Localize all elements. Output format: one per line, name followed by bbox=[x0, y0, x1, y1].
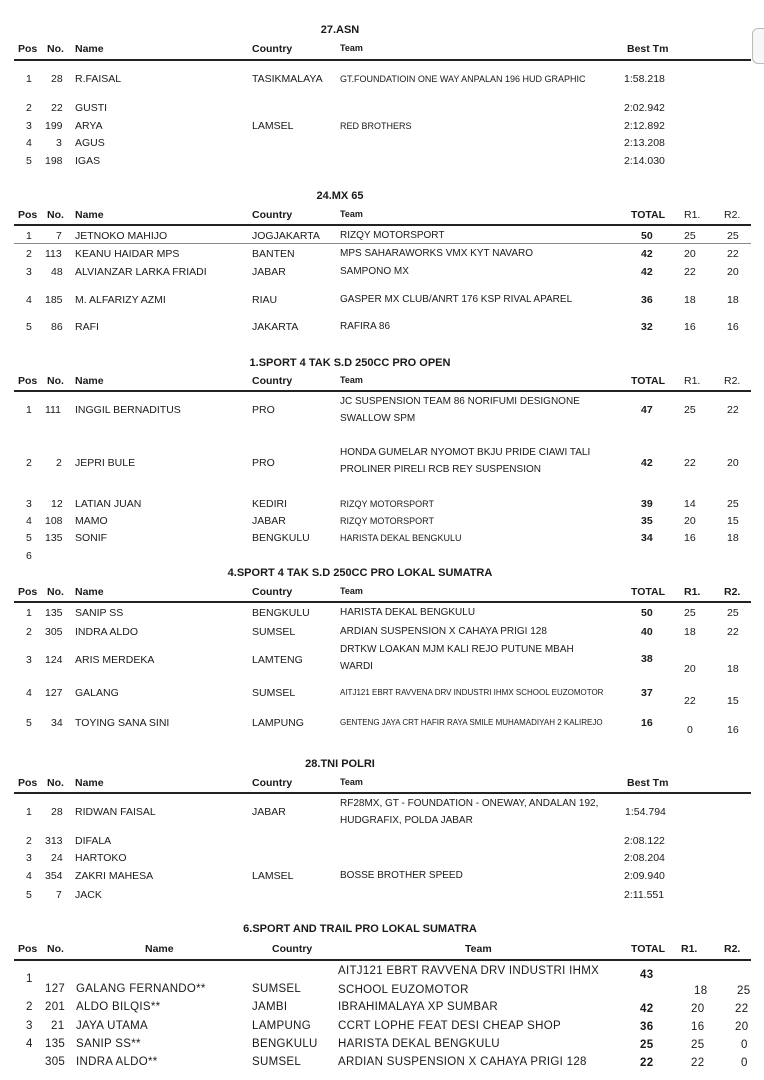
number: 185 bbox=[45, 294, 63, 306]
header-rule bbox=[14, 390, 751, 392]
round2: 25 bbox=[727, 498, 739, 510]
total: 40 bbox=[641, 626, 653, 638]
number: 12 bbox=[51, 498, 63, 510]
header-pos: Pos bbox=[18, 586, 38, 598]
country: JABAR bbox=[252, 806, 286, 818]
round2: 15 bbox=[727, 515, 739, 527]
total: 36 bbox=[641, 294, 653, 306]
round2: 25 bbox=[727, 230, 739, 242]
round2: 25 bbox=[727, 607, 739, 619]
rider-name: LATIAN JUAN bbox=[75, 498, 142, 510]
team: ARDIAN SUSPENSION X CAHAYA PRIGI 128 bbox=[340, 626, 547, 637]
round1: 16 bbox=[684, 321, 696, 333]
number: 21 bbox=[51, 1020, 65, 1032]
number: 24 bbox=[51, 852, 63, 864]
round2: 16 bbox=[727, 321, 739, 333]
pos: 3 bbox=[26, 266, 32, 278]
round1: 20 bbox=[684, 663, 696, 675]
round2: 18 bbox=[727, 532, 739, 544]
total: 38 bbox=[641, 653, 653, 665]
header-rule bbox=[14, 59, 751, 61]
header-pos: Pos bbox=[18, 375, 38, 387]
team: JC SUSPENSION TEAM 86 NORIFUMI DESIGNONE SWALLOW SPM bbox=[340, 396, 580, 424]
best-time: 2:11.551 bbox=[624, 889, 665, 901]
country: LAMTENG bbox=[252, 654, 303, 666]
header-team: Team bbox=[340, 375, 363, 385]
team: CCRT LOPHE FEAT DESI CHEAP SHOP bbox=[338, 1020, 561, 1032]
round1: 22 bbox=[684, 266, 696, 278]
country: BANTEN bbox=[252, 248, 295, 260]
number: 22 bbox=[51, 102, 63, 114]
rider-name: R.FAISAL bbox=[75, 73, 122, 85]
country: JABAR bbox=[252, 515, 286, 527]
pos: 4 bbox=[26, 687, 32, 699]
team: BOSSE BROTHER SPEED bbox=[340, 870, 463, 881]
number: 305 bbox=[45, 1056, 66, 1068]
best-time: 2:08.204 bbox=[624, 852, 665, 864]
team: HARISTA DEKAL BENGKULU bbox=[340, 533, 462, 543]
round2: 25 bbox=[737, 985, 751, 997]
rider-name: DIFALA bbox=[75, 835, 112, 847]
number: 28 bbox=[51, 73, 63, 85]
round2: 20 bbox=[727, 266, 739, 278]
round1: 20 bbox=[691, 1003, 705, 1015]
rider-name: ALDO BILQIS** bbox=[76, 1001, 161, 1013]
round2: 22 bbox=[727, 248, 739, 260]
rider-name: RIDWAN FAISAL bbox=[75, 806, 156, 818]
rider-name: GALANG bbox=[75, 687, 119, 699]
country: JABAR bbox=[252, 266, 286, 278]
team: GENTENG JAYA CRT HAFIR RAYA SMILE MUHAMADIYAH 2 KALIREJO bbox=[340, 718, 603, 727]
country: LAMPUNG bbox=[252, 717, 304, 729]
pos: 4 bbox=[26, 870, 32, 882]
number: 86 bbox=[51, 321, 63, 333]
pos: 2 bbox=[26, 102, 32, 114]
total: 50 bbox=[641, 230, 653, 242]
header-team: Team bbox=[340, 586, 363, 596]
round2: 15 bbox=[727, 695, 739, 707]
total: 37 bbox=[641, 687, 653, 699]
number: 127 bbox=[45, 983, 66, 995]
number: 48 bbox=[51, 266, 63, 278]
pos: 3 bbox=[26, 1020, 33, 1032]
header-rule bbox=[14, 601, 751, 603]
team: GASPER MX CLUB/ANRT 176 KSP RIVAL APAREL bbox=[340, 294, 573, 305]
total: 42 bbox=[641, 266, 653, 278]
pos: 2 bbox=[26, 248, 32, 260]
round1: 22 bbox=[684, 695, 696, 707]
header-country: Country bbox=[272, 943, 313, 955]
round2: 18 bbox=[727, 663, 739, 675]
pos: 4 bbox=[26, 515, 32, 527]
round1: 20 bbox=[684, 515, 696, 527]
country: SUMSEL bbox=[252, 1056, 302, 1068]
section-title: 28.TNI POLRI bbox=[305, 758, 375, 770]
number: 354 bbox=[45, 870, 63, 882]
total: 42 bbox=[640, 1003, 654, 1015]
round2: 22 bbox=[727, 404, 739, 416]
rider-name: JACK bbox=[75, 889, 102, 901]
round1: 0 bbox=[687, 724, 693, 736]
header-country: Country bbox=[252, 375, 293, 387]
rider-name: SANIP SS bbox=[75, 607, 124, 619]
header-no: No. bbox=[47, 586, 64, 598]
round2: 16 bbox=[727, 724, 739, 736]
number: 198 bbox=[45, 155, 63, 167]
total: 50 bbox=[641, 607, 653, 619]
header-r2: R2. bbox=[724, 943, 741, 955]
number: 199 bbox=[45, 120, 63, 132]
header-country: Country bbox=[252, 209, 293, 221]
rider-name: INDRA ALDO bbox=[75, 626, 139, 638]
team: HARISTA DEKAL BENGKULU bbox=[340, 607, 476, 618]
header-total: TOTAL bbox=[631, 375, 666, 387]
header-country: Country bbox=[252, 586, 293, 598]
header-r2: R2. bbox=[724, 209, 741, 221]
country: JOGJAKARTA bbox=[252, 230, 320, 242]
total: 42 bbox=[641, 248, 653, 260]
round1: 25 bbox=[691, 1039, 705, 1051]
rider-name: JETNOKO MAHIJO bbox=[75, 230, 168, 242]
country: KEDIRI bbox=[252, 498, 288, 510]
country: BENGKULU bbox=[252, 1038, 318, 1050]
number: 7 bbox=[56, 230, 62, 242]
header-name: Name bbox=[75, 43, 104, 55]
total: 25 bbox=[640, 1039, 654, 1051]
rider-name: JAYA UTAMA bbox=[76, 1020, 149, 1032]
header-total: TOTAL bbox=[631, 943, 666, 955]
pos: 5 bbox=[26, 889, 32, 901]
rider-name: INGGIL BERNADITUS bbox=[75, 404, 181, 416]
pos: 5 bbox=[26, 155, 32, 167]
section-title: 27.ASN bbox=[320, 24, 360, 36]
team: DRTKW LOAKAN MJM KALI REJO PUTUNE MBAH WARDI bbox=[340, 644, 574, 672]
number: 135 bbox=[45, 532, 63, 544]
round1: 22 bbox=[691, 1057, 705, 1069]
country: BENGKULU bbox=[252, 532, 310, 544]
header-pos: Pos bbox=[18, 777, 38, 789]
team: RIZQY MOTORSPORT bbox=[340, 516, 435, 526]
pos: 1 bbox=[26, 404, 32, 416]
team: MPS SAHARAWORKS VMX KYT NAVARO bbox=[340, 248, 533, 259]
total: 43 bbox=[640, 969, 654, 981]
header-name: Name bbox=[145, 943, 174, 955]
number: 28 bbox=[51, 806, 63, 818]
rider-name: ARYA bbox=[75, 120, 103, 132]
header-no: No. bbox=[47, 943, 64, 955]
header-best-time: Best Tm bbox=[627, 43, 669, 55]
round1: 20 bbox=[684, 248, 696, 260]
header-rule bbox=[14, 224, 751, 226]
rider-name: ALVIANZAR LARKA FRIADI bbox=[75, 266, 207, 278]
pos: 5 bbox=[26, 532, 32, 544]
number: 111 bbox=[45, 404, 61, 416]
best-time: 2:12.892 bbox=[624, 120, 665, 132]
rider-name: HARTOKO bbox=[75, 852, 127, 864]
header-pos: Pos bbox=[18, 43, 38, 55]
round1: 25 bbox=[684, 230, 696, 242]
rider-name: SANIP SS** bbox=[76, 1038, 141, 1050]
pos: 2 bbox=[26, 1001, 33, 1013]
number: 2 bbox=[56, 457, 62, 469]
pos: 2 bbox=[26, 835, 32, 847]
rider-name: GUSTI bbox=[75, 102, 108, 114]
round2: 18 bbox=[727, 294, 739, 306]
round1: 16 bbox=[684, 532, 696, 544]
best-time: 2:09.940 bbox=[624, 870, 665, 882]
pos: 4 bbox=[26, 1038, 33, 1050]
pos: 1 bbox=[26, 607, 32, 619]
best-time: 2:02.942 bbox=[624, 102, 665, 114]
header-r1: R1. bbox=[681, 943, 698, 955]
pos: 3 bbox=[26, 498, 32, 510]
header-no: No. bbox=[47, 209, 64, 221]
number: 34 bbox=[51, 717, 63, 729]
header-no: No. bbox=[47, 375, 64, 387]
total: 35 bbox=[641, 515, 653, 527]
header-r1: R1. bbox=[684, 209, 701, 221]
header-team: Team bbox=[340, 209, 363, 219]
header-name: Name bbox=[75, 586, 104, 598]
header-pos: Pos bbox=[18, 209, 38, 221]
number: 108 bbox=[45, 515, 63, 527]
header-country: Country bbox=[252, 43, 293, 55]
country: SUMSEL bbox=[252, 687, 296, 699]
round1: 14 bbox=[684, 498, 696, 510]
country: SUMSEL bbox=[252, 626, 296, 638]
team: SAMPONO MX bbox=[340, 266, 409, 277]
header-team: Team bbox=[465, 943, 492, 955]
header-total: TOTAL bbox=[631, 586, 666, 598]
rider-name: SONIF bbox=[75, 532, 108, 544]
section-title: 1.SPORT 4 TAK S.D 250CC PRO OPEN bbox=[249, 357, 451, 369]
pos: 1 bbox=[26, 230, 32, 242]
number: 3 bbox=[56, 137, 62, 149]
country: RIAU bbox=[252, 294, 278, 306]
team: HARISTA DEKAL BENGKULU bbox=[338, 1038, 500, 1050]
section-title: 24.MX 65 bbox=[316, 190, 364, 202]
round2: 20 bbox=[735, 1021, 749, 1033]
pos: 1 bbox=[26, 973, 33, 985]
country: SUMSEL bbox=[252, 983, 302, 995]
pos: 3 bbox=[26, 120, 32, 132]
team: AITJ121 EBRT RAVVENA DRV INDUSTRI IHMX SCHOOL EUZOMOTOR bbox=[340, 688, 604, 697]
total: 47 bbox=[641, 404, 653, 416]
country: JAKARTA bbox=[252, 321, 299, 333]
round2: 0 bbox=[741, 1057, 748, 1069]
rider-name: IGAS bbox=[75, 155, 101, 167]
number: 135 bbox=[45, 1038, 66, 1050]
number: 7 bbox=[56, 889, 62, 901]
pos: 6 bbox=[26, 550, 32, 562]
header-r2: R2. bbox=[724, 586, 741, 598]
best-time: 2:08.122 bbox=[624, 835, 665, 847]
total: 32 bbox=[641, 321, 653, 333]
country: LAMPUNG bbox=[252, 1020, 311, 1032]
number: 135 bbox=[45, 607, 63, 619]
rider-name: MAMO bbox=[75, 515, 108, 527]
header-name: Name bbox=[75, 777, 104, 789]
total: 16 bbox=[641, 717, 653, 729]
header-team: Team bbox=[340, 43, 363, 53]
team: RIZQY MOTORSPORT bbox=[340, 230, 445, 241]
number: 201 bbox=[45, 1001, 66, 1013]
pos: 2 bbox=[26, 626, 32, 638]
rider-name: GALANG FERNANDO** bbox=[76, 983, 206, 995]
row-divider bbox=[14, 243, 751, 244]
rider-name: JEPRI BULE bbox=[75, 457, 136, 469]
best-time: 2:13.208 bbox=[624, 137, 665, 149]
round1: 18 bbox=[694, 985, 708, 997]
country: BENGKULU bbox=[252, 607, 310, 619]
team: RF28MX, GT - FOUNDATION - ONEWAY, ANDALAN 192, HUDGRAFIX, POLDA JABAR bbox=[340, 798, 599, 826]
rider-name: RAFI bbox=[75, 321, 99, 333]
number: 127 bbox=[45, 687, 63, 699]
team: AITJ121 EBRT RAVVENA DRV INDUSTRI IHMX SCHOOL EUZOMOTOR bbox=[338, 965, 600, 996]
number: 305 bbox=[45, 626, 63, 638]
rider-name: M. ALFARIZY AZMI bbox=[75, 294, 166, 306]
round2: 20 bbox=[727, 457, 739, 469]
round1: 25 bbox=[684, 607, 696, 619]
header-rule bbox=[14, 792, 751, 794]
total: 22 bbox=[640, 1057, 654, 1069]
team: RED BROTHERS bbox=[340, 121, 412, 131]
header-total: TOTAL bbox=[631, 209, 666, 221]
header-no: No. bbox=[47, 777, 64, 789]
rider-name: INDRA ALDO** bbox=[76, 1056, 158, 1068]
round1: 22 bbox=[684, 457, 696, 469]
header-team: Team bbox=[340, 777, 363, 787]
round2: 22 bbox=[735, 1003, 749, 1015]
pos: 4 bbox=[26, 294, 32, 306]
team: HONDA GUMELAR NYOMOT BKJU PRIDE CIAWI TALI PROLINER PIRELI RCB REY SUSPENSION bbox=[340, 447, 591, 475]
rider-name: ZAKRI MAHESA bbox=[75, 870, 154, 882]
rider-name: KEANU HAIDAR MPS bbox=[75, 248, 180, 260]
rider-name: ARIS MERDEKA bbox=[75, 654, 155, 666]
country: JAMBI bbox=[252, 1001, 288, 1013]
header-country: Country bbox=[252, 777, 293, 789]
header-pos: Pos bbox=[18, 943, 38, 955]
country: LAMSEL bbox=[252, 870, 294, 882]
rider-name: TOYING SANA SINI bbox=[75, 717, 170, 729]
team: GT.FOUNDATIOIN ONE WAY ANPALAN 196 HUD GRAPHIC bbox=[340, 74, 586, 84]
section-title: 6.SPORT AND TRAIL PRO LOKAL SUMATRA bbox=[243, 923, 477, 935]
team: RAFIRA 86 bbox=[340, 321, 391, 332]
total: 36 bbox=[640, 1021, 654, 1033]
best-time: 2:14.030 bbox=[624, 155, 665, 167]
best-time: 1:58.218 bbox=[624, 73, 665, 85]
header-name: Name bbox=[75, 209, 104, 221]
best-time: 1:54.794 bbox=[625, 806, 666, 818]
number: 124 bbox=[45, 654, 63, 666]
total: 34 bbox=[641, 532, 653, 544]
round2: 22 bbox=[727, 626, 739, 638]
number: 113 bbox=[45, 248, 62, 260]
header-no: No. bbox=[47, 43, 64, 55]
header-rule bbox=[14, 959, 751, 961]
team: ARDIAN SUSPENSION X CAHAYA PRIGI 128 bbox=[338, 1056, 587, 1068]
pos: 5 bbox=[26, 717, 32, 729]
total: 39 bbox=[641, 498, 653, 510]
team: RIZQY MOTORSPORT bbox=[340, 499, 435, 509]
country: TASIKMALAYA bbox=[252, 73, 323, 85]
header-name: Name bbox=[75, 375, 104, 387]
round1: 18 bbox=[684, 294, 696, 306]
number: 313 bbox=[45, 835, 63, 847]
round1: 16 bbox=[691, 1021, 705, 1033]
round1: 18 bbox=[684, 626, 696, 638]
total: 42 bbox=[641, 457, 653, 469]
team: IBRAHIMALAYA XP SUMBAR bbox=[338, 1001, 498, 1013]
pos: 2 bbox=[26, 457, 32, 469]
round2: 0 bbox=[741, 1039, 748, 1051]
pos: 4 bbox=[26, 137, 32, 149]
header-r1: R1. bbox=[684, 586, 701, 598]
side-tab-handle[interactable] bbox=[752, 28, 764, 64]
pos: 3 bbox=[26, 852, 32, 864]
country: PRO bbox=[252, 404, 275, 416]
rider-name: AGUS bbox=[75, 137, 105, 149]
pos: 1 bbox=[26, 73, 32, 85]
header-r1: R1. bbox=[684, 375, 701, 387]
round1: 25 bbox=[684, 404, 696, 416]
header-r2: R2. bbox=[724, 375, 741, 387]
header-best-time: Best Tm bbox=[627, 777, 669, 789]
pos: 1 bbox=[26, 806, 32, 818]
section-title: 4.SPORT 4 TAK S.D 250CC PRO LOKAL SUMATRA bbox=[227, 567, 493, 579]
country: PRO bbox=[252, 457, 275, 469]
country: LAMSEL bbox=[252, 120, 294, 132]
pos: 3 bbox=[26, 654, 32, 666]
pos: 5 bbox=[26, 321, 32, 333]
